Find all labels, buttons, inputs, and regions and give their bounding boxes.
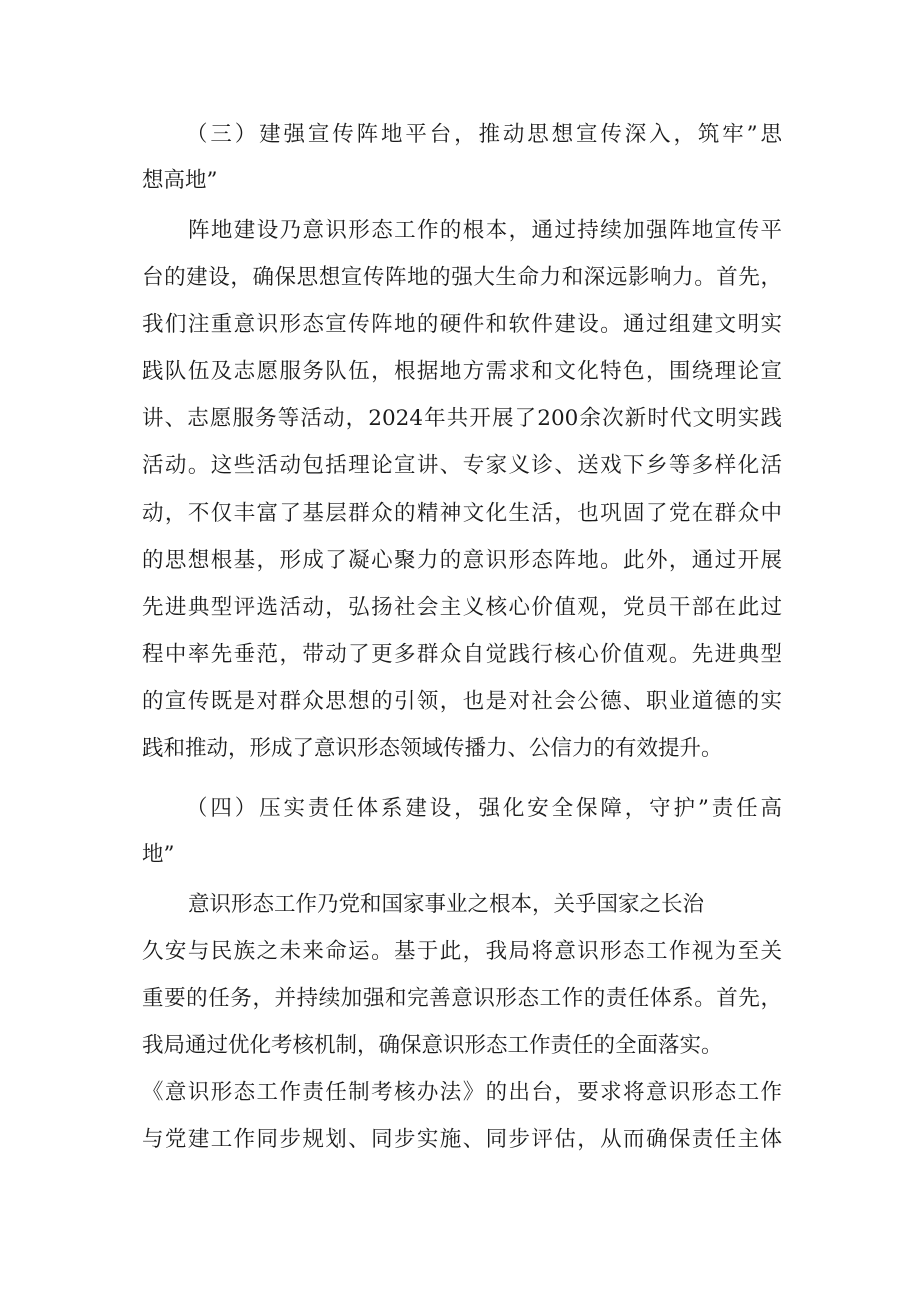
section3-body-line-1: 阵地建设乃意识形态工作的根本，通过持续加强阵地宣传平	[188, 218, 782, 243]
section4-body-line-4: 我局通过优化考核机制，确保意识形态工作责任的全面落实。	[142, 1033, 723, 1058]
section4-body-line-6: 与党建工作同步规划、同步实施、同步评估，从而确保责任主体	[142, 1127, 782, 1152]
section3-heading-line-2: 想高地”	[142, 168, 218, 193]
section3-body-line-12: 践和推动，形成了意识形态领域传播力、公信力的有效提升。	[142, 736, 723, 761]
section3-body-line-3: 我们注重意识形态宣传阵地的硬件和软件建设。通过组建文明实	[142, 312, 782, 337]
section3-body-line-6: 活动。这些活动包括理论宣讲、专家义诊、送戏下乡等多样化活	[142, 453, 782, 478]
section4-heading-line-1: （四）压实责任体系建设，强化安全保障，守护”责任高	[186, 796, 782, 821]
section4-body-line-1: 意识形态工作乃党和国家事业之根本，关乎国家之长治	[188, 892, 705, 917]
section3-body-line-2: 台的建设，确保思想宣传阵地的强大生命力和深远影响力。首先，	[142, 265, 782, 290]
section3-heading-line-1: （三）建强宣传阵地平台，推动思想宣传深入，筑牢”思	[186, 122, 782, 147]
section4-body-line-2: 久安与民族之未来命运。基于此，我局将意识形态工作视为至关	[142, 939, 782, 964]
section3-body-line-5: 讲、志愿服务等活动，2024年共开展了200余次新时代文明实践	[142, 406, 782, 431]
section3-body-line-9: 先进典型评选活动，弘扬社会主义核心价值观，党员干部在此过	[142, 595, 782, 620]
section3-body-line-11: 的宣传既是对群众思想的引领，也是对社会公德、职业道德的实	[142, 689, 782, 714]
section4-heading-line-2: 地”	[142, 842, 175, 867]
section3-body-line-7: 动，不仅丰富了基层群众的精神文化生活，也巩固了党在群众中	[142, 501, 782, 526]
section3-body-line-4: 践队伍及志愿服务队伍，根据地方需求和文化特色，围绕理论宣	[142, 359, 782, 384]
section3-body-line-8: 的思想根基，形成了凝心聚力的意识形态阵地。此外，通过开展	[142, 548, 782, 573]
section3-body-line-10: 程中率先垂范，带动了更多群众自觉践行核心价值观。先进典型	[142, 642, 782, 667]
section4-body-line-3: 重要的任务，并持续加强和完善意识形态工作的责任体系。首先，	[142, 986, 782, 1011]
section4-body-line-5: 《意识形态工作责任制考核办法》的出台，要求将意识形态工作	[142, 1080, 782, 1105]
